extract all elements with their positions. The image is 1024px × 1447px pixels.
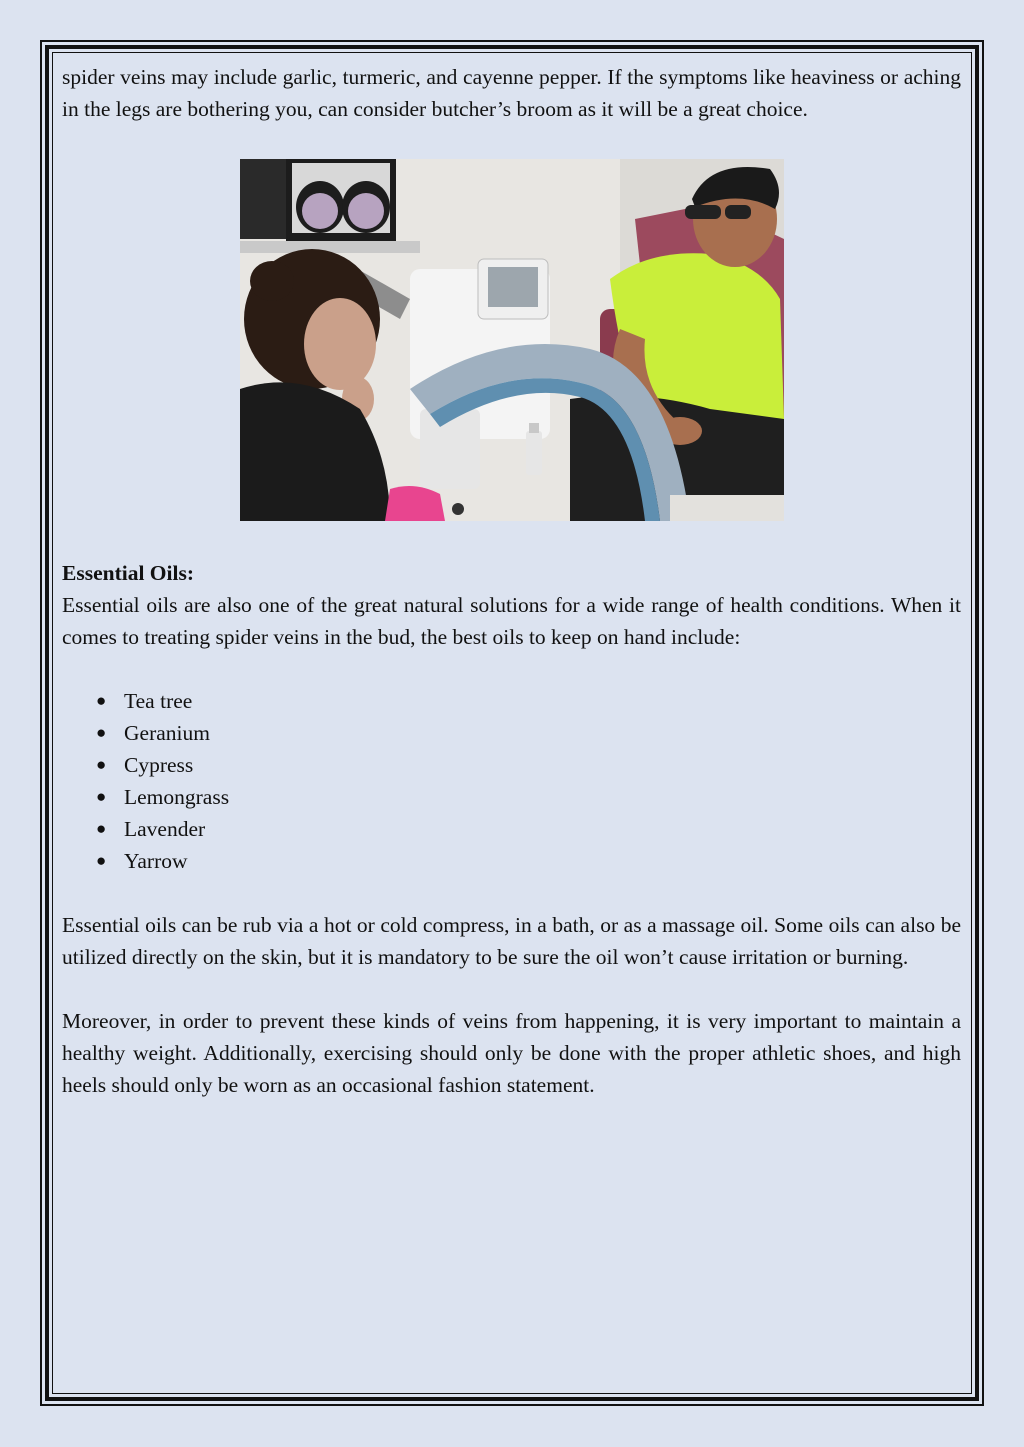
bullet-icon: ● xyxy=(96,787,107,806)
bullet-icon: ● xyxy=(96,691,107,710)
bullet-icon: ● xyxy=(96,755,107,774)
spacer xyxy=(62,521,961,557)
list-item: ● Cypress xyxy=(94,749,961,781)
list-item: ● Geranium xyxy=(94,717,961,749)
list-item: ● Tea tree xyxy=(94,685,961,717)
section-heading: Essential Oils: xyxy=(62,561,195,585)
list-item: ● Lemongrass xyxy=(94,781,961,813)
list-item: ● Yarrow xyxy=(94,845,961,877)
oils-list xyxy=(62,685,961,877)
spacer xyxy=(62,125,961,159)
bullet-icon: ● xyxy=(96,819,107,838)
bullet-icon: ● xyxy=(96,851,107,870)
prevention-paragraph: Moreover, in order to prevent these kinds of veins from happening, it is very important to maintain a healthy weight. Additionally, exercising should only be done with the proper athletic shoes, and high heels should only be worn as an occasional fashion statement. xyxy=(62,1009,961,1097)
clinic-photo xyxy=(240,159,784,521)
clinic-photo-illustration xyxy=(240,159,784,521)
bullet-icon: ● xyxy=(96,723,107,742)
usage-paragraph: Essential oils can be rub via a hot or cold compress, in a bath, or as a massage oil. Some oils can also be utilized directly on the skin, but it is mandatory to be sure the oil won’t cause irritation or burning. xyxy=(62,913,961,969)
intro-paragraph: spider veins may include garlic, turmeric, and cayenne pepper. If the symptoms like heaviness or aching in the legs are bothering you, can consider butcher’s broom as it will be a great choice. xyxy=(62,65,961,121)
list-item: ● Lavender xyxy=(94,813,961,845)
document-body xyxy=(62,61,961,1101)
section-lead-paragraph: Essential oils are also one of the great natural solutions for a wide range of health conditions. When it comes to treating spider veins in the bud, the best oils to keep on hand include: xyxy=(62,593,961,649)
spacer xyxy=(62,973,961,1005)
